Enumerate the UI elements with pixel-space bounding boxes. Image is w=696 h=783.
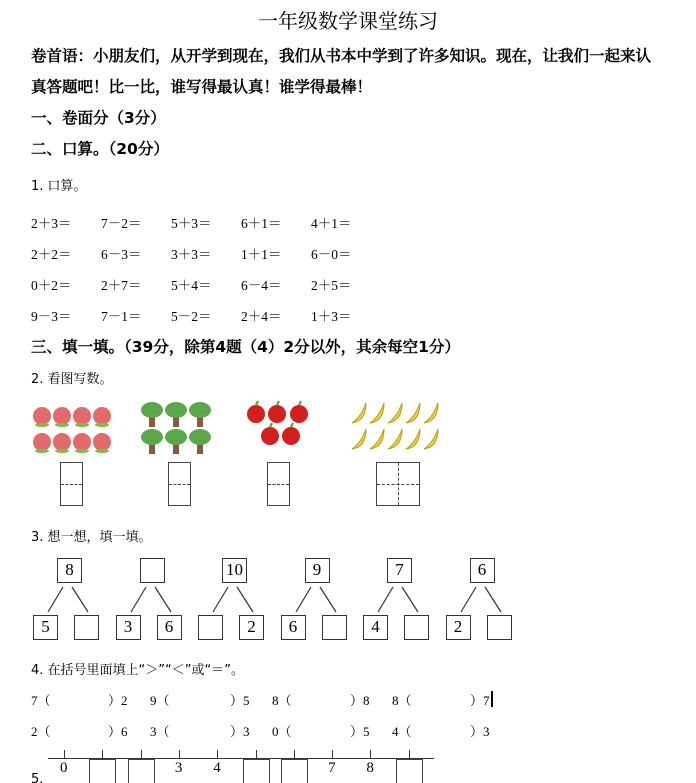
bond-left-box[interactable] bbox=[198, 615, 223, 640]
number-line-tick bbox=[64, 750, 65, 758]
question-1-label: 1. 口算。 bbox=[31, 179, 87, 194]
comparison-right: ）5 bbox=[230, 693, 250, 708]
arithmetic-problem: 4＋1＝ bbox=[311, 216, 352, 231]
banana-icon bbox=[388, 429, 402, 449]
page-title: 一年级数学课堂练习 bbox=[258, 9, 438, 33]
question-5-label: 5. bbox=[31, 772, 44, 783]
bond-right-box[interactable] bbox=[487, 615, 512, 640]
comparison-left: 8（ bbox=[272, 693, 292, 708]
bond-top-box: 6 bbox=[470, 558, 495, 583]
banana-icon bbox=[370, 403, 384, 423]
arithmetic-problem: 6－3＝ bbox=[101, 247, 142, 262]
tree-icon bbox=[165, 402, 187, 418]
comparison-right: ）8 bbox=[350, 693, 370, 708]
number-line-tick bbox=[370, 750, 371, 758]
comparison-blank[interactable] bbox=[302, 690, 344, 706]
bond-left-box: 5 bbox=[33, 615, 58, 640]
answer-box-peach[interactable] bbox=[60, 462, 83, 506]
number-line-tick bbox=[217, 750, 218, 758]
peach-icon bbox=[33, 407, 51, 425]
bond-left-box: 2 bbox=[446, 615, 471, 640]
number-line-tick bbox=[102, 750, 103, 758]
tree-icon bbox=[189, 402, 211, 418]
comparison-left: 0（ bbox=[272, 724, 292, 739]
arithmetic-problem: 1＋3＝ bbox=[311, 309, 352, 324]
banana-icon bbox=[406, 403, 420, 423]
comparison-right: ）6 bbox=[108, 724, 128, 739]
bond-right-box[interactable] bbox=[322, 615, 347, 640]
number-line-label: 8 bbox=[366, 760, 374, 776]
question-2-label: 2. 看图写数。 bbox=[31, 372, 113, 387]
comparison-blank[interactable] bbox=[422, 721, 464, 737]
number-line-tick bbox=[256, 750, 257, 758]
number-line-label: 7 bbox=[328, 760, 336, 776]
banana-icon bbox=[424, 429, 438, 449]
bond-lines bbox=[370, 585, 430, 615]
arithmetic-problem: 0＋2＝ bbox=[31, 278, 72, 293]
arithmetic-problem: 5＋4＝ bbox=[171, 278, 212, 293]
apple-icon bbox=[247, 405, 265, 423]
comparison-left: 8（ bbox=[392, 693, 412, 708]
bond-right-box: 2 bbox=[239, 615, 264, 640]
banana-icon bbox=[406, 429, 420, 449]
peach-icon bbox=[93, 433, 111, 451]
comparison-left: 7（ bbox=[31, 693, 51, 708]
apple-icon bbox=[290, 405, 308, 423]
tree-icon bbox=[189, 429, 211, 445]
arithmetic-problem: 2＋7＝ bbox=[101, 278, 142, 293]
arithmetic-problem: 5＋3＝ bbox=[171, 216, 212, 231]
comparison-blank[interactable] bbox=[422, 690, 464, 706]
comparison-blank[interactable] bbox=[61, 690, 102, 706]
comparison-left: 2（ bbox=[31, 724, 51, 739]
bond-left-box: 6 bbox=[281, 615, 306, 640]
bond-lines bbox=[288, 585, 348, 615]
bond-right-box: 6 bbox=[157, 615, 182, 640]
comparison-left: 3（ bbox=[150, 724, 170, 739]
peach-icon bbox=[33, 433, 51, 451]
arithmetic-problem: 3＋3＝ bbox=[171, 247, 212, 262]
question-4-label: 4. 在括号里面填上“＞”“＜”或“＝”。 bbox=[31, 663, 244, 678]
comparison-right: ）5 bbox=[350, 724, 370, 739]
arithmetic-problem: 2＋2＝ bbox=[31, 247, 72, 262]
arithmetic-problem: 7－2＝ bbox=[101, 216, 142, 231]
arithmetic-problem: 6＋1＝ bbox=[241, 216, 282, 231]
number-line-tick bbox=[294, 750, 295, 758]
comparison-blank[interactable] bbox=[302, 721, 344, 737]
arithmetic-problem: 1＋1＝ bbox=[241, 247, 282, 262]
number-line-blank-box[interactable] bbox=[396, 759, 423, 783]
bond-lines bbox=[123, 585, 183, 615]
arithmetic-problem: 2＋5＝ bbox=[311, 278, 352, 293]
intro-line-1: 卷首语：小朋友们，从开学到现在，我们从书本中学到了许多知识。现在，让我们一起来认 bbox=[31, 47, 652, 65]
bond-top-box: 8 bbox=[57, 558, 82, 583]
comparison-blank[interactable] bbox=[180, 690, 224, 706]
apple-icon bbox=[282, 427, 300, 445]
comparison-right: ）3 bbox=[230, 724, 250, 739]
arithmetic-problem: 7－1＝ bbox=[101, 309, 142, 324]
bond-right-box[interactable] bbox=[404, 615, 429, 640]
bond-top-box: 9 bbox=[305, 558, 330, 583]
number-line-tick bbox=[409, 750, 410, 758]
picture-row bbox=[0, 395, 450, 460]
comparison-left: 9（ bbox=[150, 693, 170, 708]
comparison-right: ）2 bbox=[108, 693, 128, 708]
banana-icon bbox=[352, 403, 366, 423]
answer-box-apple[interactable] bbox=[267, 462, 290, 506]
banana-icon bbox=[370, 429, 384, 449]
number-line-label: 3 bbox=[174, 760, 183, 776]
peach-icon bbox=[93, 407, 111, 425]
comparison-left: 4（ bbox=[392, 724, 412, 739]
comparison-right: ）7 bbox=[470, 693, 490, 708]
peach-icon bbox=[53, 407, 71, 425]
tree-icon bbox=[141, 402, 163, 418]
tree-icon bbox=[165, 429, 187, 445]
bond-lines bbox=[453, 585, 513, 615]
number-line-blank-box[interactable] bbox=[89, 759, 116, 783]
apple-icon bbox=[261, 427, 279, 445]
section-2-heading: 二、口算。（20分） bbox=[31, 140, 169, 158]
number-line-tick bbox=[141, 750, 142, 758]
number-line-tick bbox=[332, 750, 333, 758]
banana-icon bbox=[424, 403, 438, 423]
peach-icon bbox=[53, 433, 71, 451]
number-line-label: 4 bbox=[213, 760, 221, 776]
peach-icon bbox=[73, 407, 91, 425]
bond-top-box: 10 bbox=[222, 558, 247, 583]
arithmetic-problem: 2＋3＝ bbox=[31, 216, 72, 231]
apple-icon bbox=[268, 405, 286, 423]
comparison-blank[interactable] bbox=[61, 721, 102, 737]
arithmetic-problem: 2＋4＝ bbox=[241, 309, 282, 324]
arithmetic-problem: 6－4＝ bbox=[241, 278, 282, 293]
bond-lines bbox=[205, 585, 265, 615]
bond-right-box[interactable] bbox=[74, 615, 99, 640]
comparison-right: ）3 bbox=[470, 724, 490, 739]
arithmetic-problem: 5－2＝ bbox=[171, 309, 212, 324]
tree-icon bbox=[141, 429, 163, 445]
question-3-label: 3. 想一想，填一填。 bbox=[31, 530, 152, 545]
banana-icon bbox=[388, 403, 402, 423]
section-1-heading: 一、卷面分（3分） bbox=[31, 109, 166, 127]
arithmetic-problem: 6－0＝ bbox=[311, 247, 352, 262]
peach-icon bbox=[73, 433, 91, 451]
bond-left-box: 4 bbox=[363, 615, 388, 640]
comparison-blank[interactable] bbox=[180, 721, 224, 737]
arithmetic-problem: 9－3＝ bbox=[31, 309, 72, 324]
banana-icon bbox=[352, 429, 366, 449]
answer-box-banana[interactable] bbox=[376, 462, 420, 506]
bond-left-box: 3 bbox=[116, 615, 141, 640]
bond-top-box: 7 bbox=[387, 558, 412, 583]
bond-top-box[interactable] bbox=[140, 558, 165, 583]
bond-lines bbox=[40, 585, 100, 615]
section-3-heading: 三、填一填。（39分，除第4题（4）2分以外，其余每空1分） bbox=[31, 338, 460, 356]
text-cursor bbox=[491, 691, 493, 707]
number-line-label: 0 bbox=[60, 760, 68, 776]
number-line-blank-box[interactable] bbox=[243, 759, 270, 783]
answer-box-tree[interactable] bbox=[168, 462, 191, 506]
number-line-tick bbox=[179, 750, 180, 758]
intro-line-2: 真答题吧！比一比，谁写得最认真！谁学得最棒！ bbox=[31, 78, 373, 96]
number-line-blank-box[interactable] bbox=[128, 759, 155, 783]
number-line-blank-box[interactable] bbox=[281, 759, 308, 783]
